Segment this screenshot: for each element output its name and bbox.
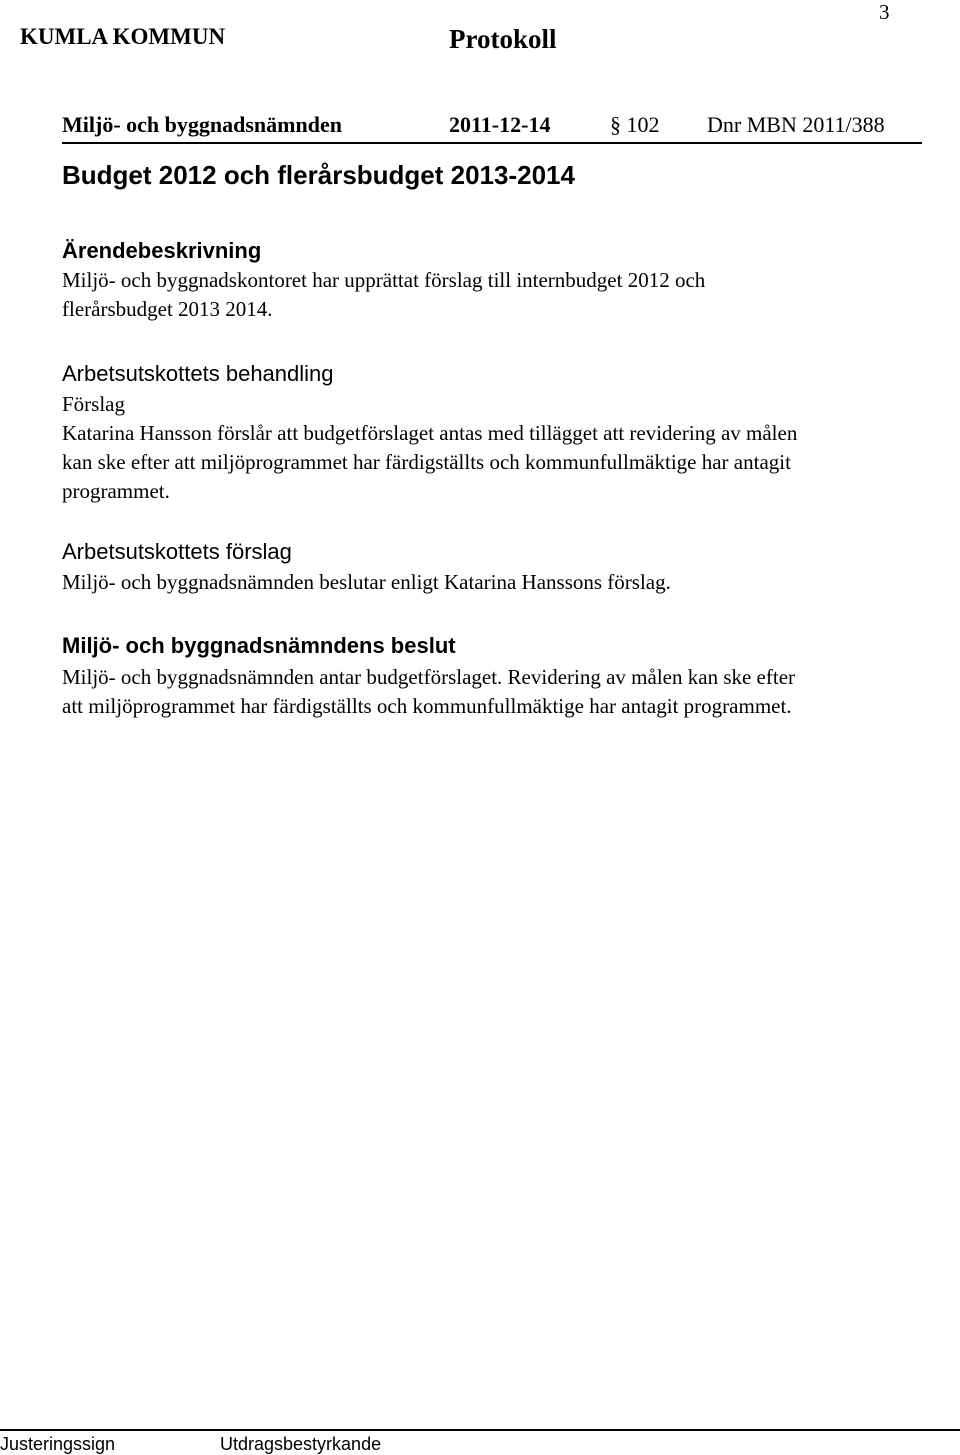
- organization-name: KUMLA KOMMUN: [20, 24, 226, 49]
- paragraph-line: Miljö- och byggnadskontoret har upprättat förslag till internbudget 2012 och: [62, 268, 706, 292]
- footer-divider: [0, 1429, 960, 1431]
- section-heading: Arbetsutskottets förslag: [62, 539, 292, 564]
- page-number: 3: [879, 0, 890, 24]
- board-name: Miljö- och byggnadsnämnden: [62, 112, 342, 137]
- section-beslut: [62, 629, 922, 721]
- paragraph-number: 102: [626, 112, 660, 137]
- paragraph-line: kan ske efter att miljöprogrammet har färdigställts och kommunfullmäktige har antagit: [62, 450, 791, 474]
- paragraph-line: Katarina Hansson förslår att budgetförslaget antas med tillägget att revidering av målen: [62, 421, 798, 445]
- section-behandling: [62, 358, 922, 506]
- section-arendebeskrivning: [62, 236, 922, 324]
- paragraph-symbol: §: [610, 112, 621, 137]
- paragraph-line: att miljöprogrammet har färdigställts och kommunfullmäktige har antagit programmet.: [62, 694, 792, 718]
- paragraph-ref: [610, 112, 660, 138]
- paragraph-line: programmet.: [62, 479, 170, 503]
- footer-justeringssign: Justeringssign: [0, 1434, 116, 1454]
- section-heading: Arbetsutskottets behandling: [62, 361, 334, 386]
- document-type: Protokoll: [449, 24, 557, 54]
- paragraph-line: Miljö- och byggnadsnämnden beslutar enligt Katarina Hanssons förslag.: [62, 570, 671, 594]
- paragraph-line: flerårsbudget 2013 2014.: [62, 297, 273, 321]
- meeting-date: 2011-12-14: [449, 112, 551, 137]
- section-subheading: Förslag: [62, 392, 125, 416]
- section-heading: Miljö- och byggnadsnämndens beslut: [62, 633, 456, 658]
- meta-row: [62, 112, 922, 144]
- diary-number: Dnr MBN 2011/388: [707, 112, 885, 137]
- document-title: Budget 2012 och flerårsbudget 2013-2014: [62, 160, 575, 190]
- section-au-forslag: [62, 536, 922, 597]
- section-heading: Ärendebeskrivning: [62, 238, 262, 263]
- paragraph-line: Miljö- och byggnadsnämnden antar budgetförslaget. Revidering av målen kan ske efter: [62, 665, 796, 689]
- footer-utdragsbestyrkande: Utdragsbestyrkande: [220, 1434, 382, 1454]
